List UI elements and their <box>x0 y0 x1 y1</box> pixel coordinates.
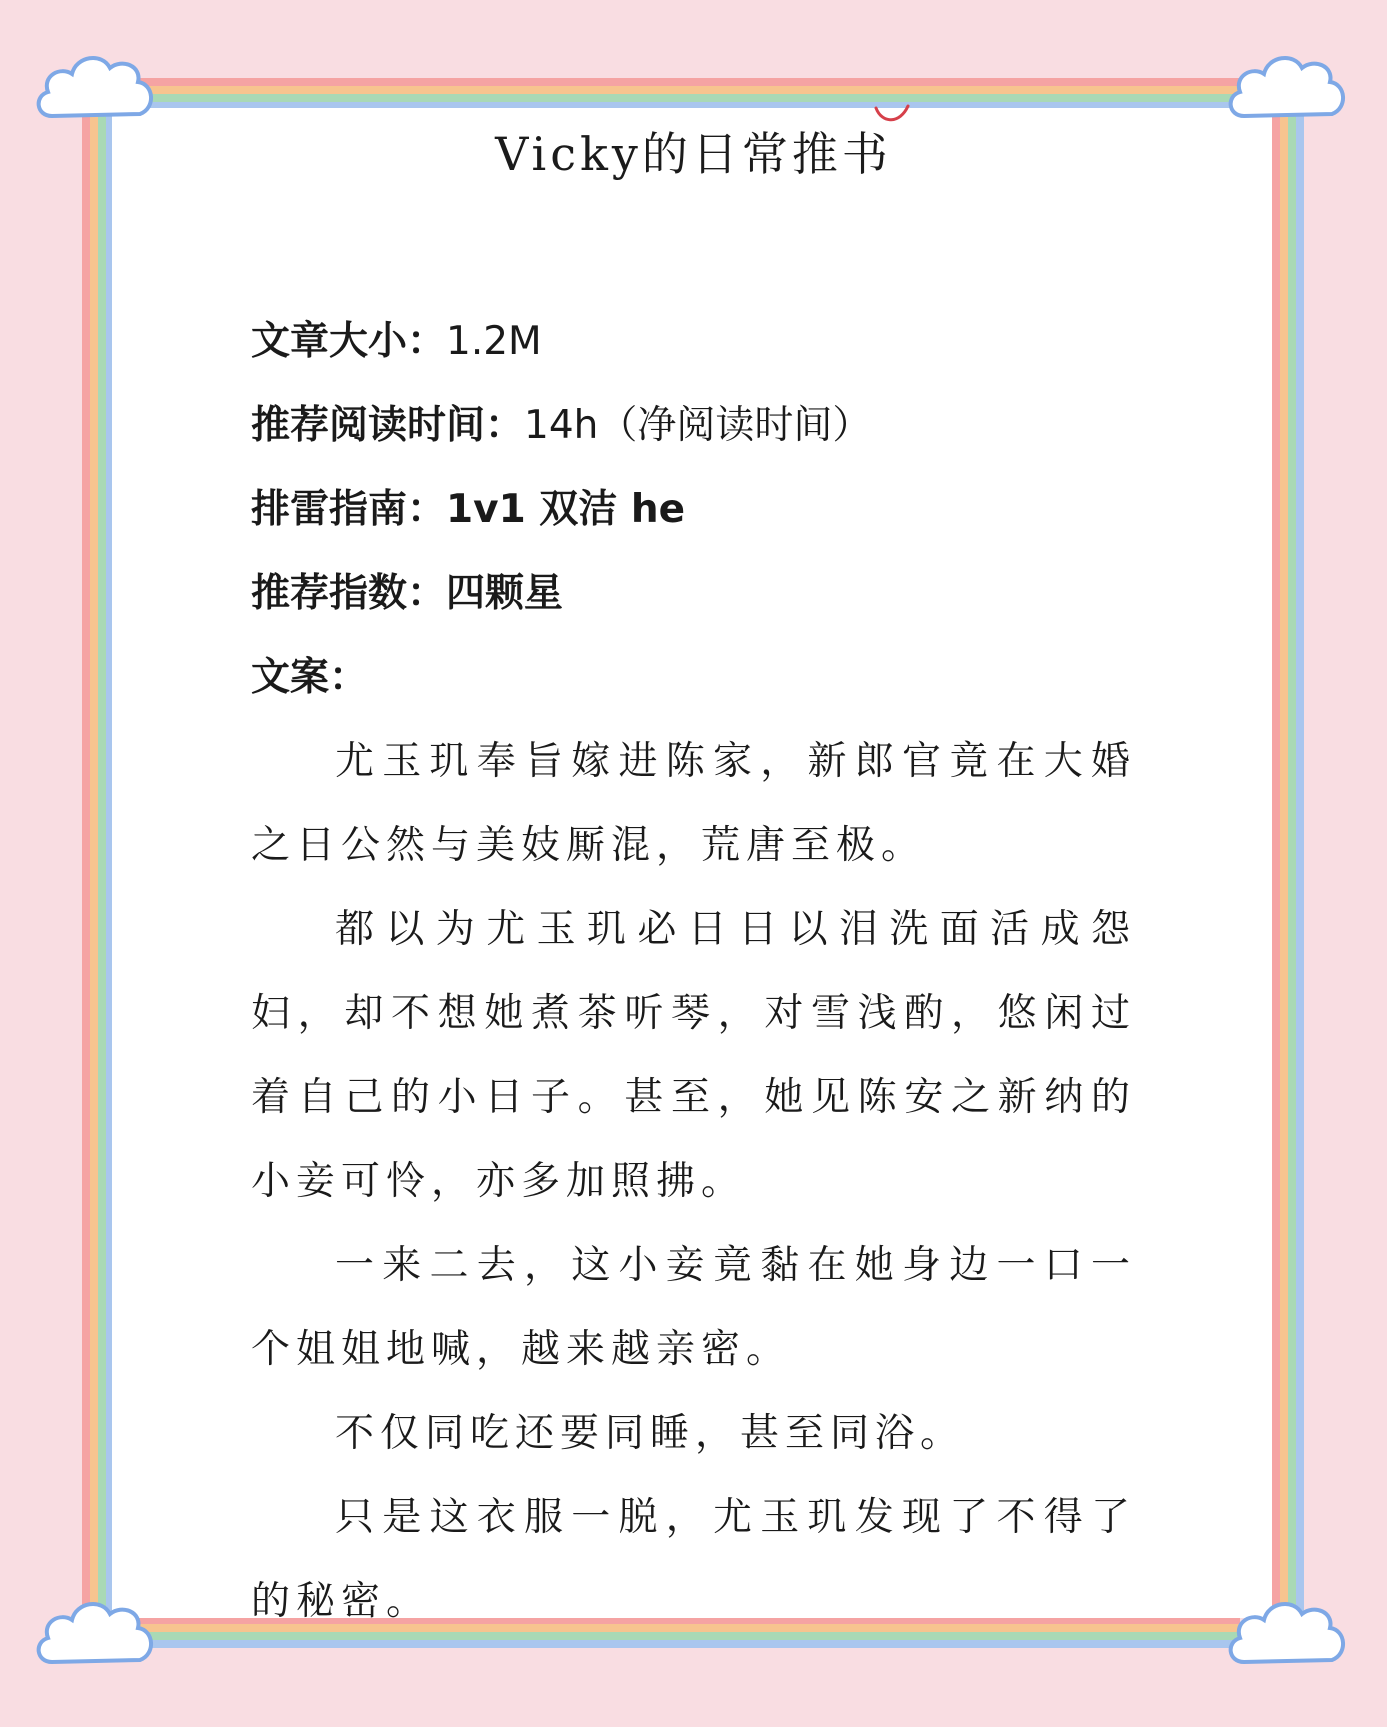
stripe <box>1296 95 1304 1625</box>
synopsis-paragraph: 一来二去，这小妾竟黏在她身边一口一个姐姐地喊，越来越亲密。 <box>251 1243 1136 1372</box>
meta-label: 排雷指南： <box>251 487 447 532</box>
page-title <box>495 118 892 184</box>
synopsis-paragraph: 尤玉玑奉旨嫁进陈家，新郎官竟在大婚之日公然与美妓厮混，荒唐至极。 <box>251 739 1136 868</box>
heart-doodle-icon <box>874 104 910 126</box>
synopsis-paragraph: 只是这衣服一脱，尤玉玑发现了不得了的秘密。 <box>251 1495 1136 1624</box>
stripe <box>120 86 1240 94</box>
cloud-icon <box>30 1592 160 1676</box>
synopsis-label: 文案： <box>251 655 369 700</box>
meta-label: 文章大小： <box>251 319 447 364</box>
synopsis-paragraph: 都以为尤玉玑必日日以泪洗面活成怨妇，却不想她煮茶听琴，对雪浅酌，悠闲过着自己的小日子。甚至，她见陈安之新纳的小妾可怜，亦多加照拂。 <box>251 907 1136 1204</box>
rainbow-frame-right <box>1272 95 1304 1625</box>
cloud-icon <box>1222 1592 1352 1676</box>
header <box>0 118 1387 184</box>
stripe <box>120 78 1240 86</box>
meta-label: 推荐指数： <box>251 571 447 616</box>
meta-value: 14h（净阅读时间） <box>524 403 872 448</box>
stripe <box>1280 95 1288 1625</box>
meta-row-rating <box>251 552 1136 636</box>
stripe <box>90 95 98 1625</box>
stripe <box>82 95 90 1625</box>
meta-row-warnings <box>251 468 1136 552</box>
meta-value: 1.2M <box>446 319 542 364</box>
book-recommendation <box>251 300 1136 1644</box>
rainbow-frame-top <box>120 78 1240 110</box>
meta-label: 推荐阅读时间： <box>251 403 525 448</box>
rainbow-frame-left <box>82 95 114 1625</box>
stripe <box>98 95 106 1625</box>
meta-row-size <box>251 300 1136 384</box>
stripe <box>1288 95 1296 1625</box>
stripe <box>1272 95 1280 1625</box>
meta-row-reading-time <box>251 384 1136 468</box>
synopsis-paragraph: 不仅同吃还要同睡，甚至同浴。 <box>335 1411 966 1456</box>
meta-value: 四颗星 <box>446 571 564 616</box>
title-text: Vicky的日常推书 <box>495 127 892 181</box>
meta-value: 1v1 双洁 he <box>446 487 686 532</box>
synopsis-heading <box>251 636 1136 720</box>
stripe <box>120 94 1240 102</box>
